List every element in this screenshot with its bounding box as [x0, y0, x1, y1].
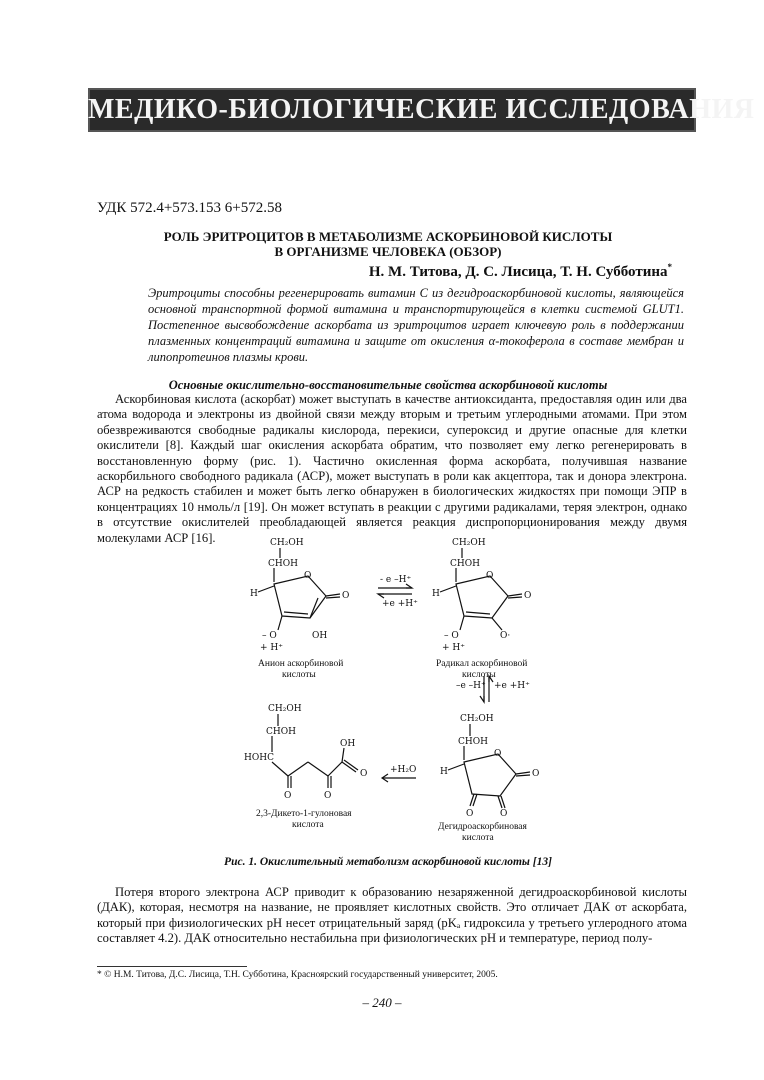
ch2oh-label: CH₂OH [270, 538, 304, 548]
ring-oxygen-label: O [304, 571, 312, 581]
figure-caption: Рис. 1. Окислительный метаболизм аскорбиновой кислоты [13] [224, 856, 552, 868]
section-heading: Основные окислительно-восстановительные свойства аскорбиновой кислоты [168, 378, 608, 392]
carbonyl-bond [516, 775, 530, 776]
carbonyl-bond [508, 594, 522, 596]
bond [272, 762, 288, 776]
bond-h [448, 764, 464, 770]
arrowhead [378, 594, 384, 598]
paragraph-2: Потеря второго электрона АСР приводит к образованию незаряженной дегидроаскорбиновой кислоты (ДАК), которая, несмотря на название, не проявляет кислотных свойств. Это отличает ДАК от аскорбата, который при физиологических рН несет отрицательный заряд (pKₐ гидроксила у третьего углеродного атома составляет 4.2). ДАК относительно нестабильна при физиологических рН и температуре, период полу- [97, 885, 687, 946]
arrow2-right-label: +e +H⁺ [494, 681, 530, 691]
double-bond [466, 612, 490, 614]
paragraph-1: Аскорбиновая кислота (аскорбат) может выступать в качестве антиоксиданта, предоставляя один или два атома водорода и электроны из двойной связи между вторым и третьим углеродными атомами. При этом обезвреживаются свободные радикалы кислорода, перекиси, супероксид и другие опасные для клетки окислители [8]. Каждый шаг окисления аскорбата обратим, что позволяет ему легко регенерировать в восстановленную форму (рис. 1). Частично окисленная форма аскорбата, получившая название аскорбильного свободного радикала (АСР), может выступать в роли как акцептора, так и донора электрона. АСР на редкость стабилен и может быть легко обнаружен в биологических жидкостях при помощи ЭПР в концентрациях 10 нмоль/л [19]. Он может вступать в реакции с другими радикалами, теряя электрон, однако в отсутствие окислителей преобладающей является реакция диспропорционирования между двумя молекулами АСР [16]. [97, 392, 687, 545]
h-plus-label: + H⁺ [442, 643, 466, 653]
carbonyl-o-label: O [532, 769, 540, 779]
keto-o-label: O [324, 791, 332, 801]
arrowhead [480, 696, 484, 702]
carbonyl-o-label: O [342, 591, 350, 601]
h-label: H [432, 589, 440, 599]
authors [369, 262, 672, 281]
choh-label: CHOH [450, 559, 480, 569]
o-minus-label: – O [262, 631, 277, 641]
title-line-2: В ОРГАНИЗМЕ ЧЕЛОВЕКА (ОБЗОР) [274, 244, 502, 259]
ring-oxygen-label: O [494, 749, 502, 759]
carbonyl-bond [508, 597, 522, 598]
ch2oh-label: CH₂OH [460, 714, 494, 724]
oh-label: OH [340, 739, 356, 749]
h-label: H [440, 767, 448, 777]
bond [308, 762, 328, 776]
hohc-label: HOHC [244, 753, 274, 763]
radical-label-line-1: Радикал аскорбиновой [436, 659, 528, 669]
bond [342, 748, 344, 762]
ring-d [464, 754, 516, 796]
choh-label: CHOH [268, 559, 298, 569]
ring-a [274, 576, 326, 618]
diketo-label-line-2: кислота [292, 820, 324, 830]
o-minus-label: – O [444, 631, 459, 641]
carbonyl-o-label: O [360, 769, 368, 779]
radical-label-line-2: кислоты [462, 670, 496, 680]
footnote-divider [97, 966, 247, 967]
carbonyl-bond [326, 597, 340, 598]
dha-label-line-1: Дегидроаскорбиновая [438, 822, 527, 832]
footnote: * © Н.М. Титова, Д.С. Лисица, Т.Н. Субботина, Красноярский государственный университет, 2005. [97, 970, 498, 980]
ch2oh-label: CH₂OH [268, 704, 302, 714]
title-line-1: РОЛЬ ЭРИТРОЦИТОВ В МЕТАБОЛИЗМЕ АСКОРБИНОВОЙ КИСЛОТЫ [163, 229, 613, 244]
carbonyl-o-label: O [524, 591, 532, 601]
abstract: Эритроциты способны регенерировать витамин С из дегидроаскорбиновой кислоты, являющейся основной транспортной формой витамина и транспортирующейся в клетки системой GLUT1. Постепенное высвобождение аскорбата из эритроцитов играет ключевую роль в поддержании плазменных концентраций витамина и защите от окисления α-токоферола в составе мембран и липопротеинов плазмы крови. [148, 286, 684, 364]
udc-code: УДК 572.4+573.153 6+572.58 [97, 200, 283, 216]
h-label: H [250, 589, 258, 599]
article-title [97, 229, 679, 259]
authors-names: Н. М. Титова, Д. С. Лисица, Т. Н. Субботина [368, 264, 668, 280]
o-radical-label: O· [500, 631, 511, 641]
bond-h [440, 586, 456, 592]
arrow2-left-label: –e –H⁺ [456, 681, 486, 691]
bond-o [492, 618, 502, 630]
dha-label-line-2: кислота [462, 833, 494, 843]
arrow1-bottom-label: +e +H⁺ [382, 599, 418, 609]
authors-footnote-mark: * [667, 262, 672, 272]
arrow1-top-label: - e –H⁺ [380, 575, 412, 585]
figure-1 [200, 526, 600, 846]
bond-o [278, 616, 282, 630]
keto-o-label: O [500, 809, 508, 819]
choh-label: CHOH [458, 737, 488, 747]
ring-b [456, 576, 508, 618]
keto-o-label: O [466, 809, 474, 819]
oh-label: OH [312, 631, 328, 641]
keto-o-label: O [284, 791, 292, 801]
carbonyl-bond [326, 594, 340, 596]
journal-section-banner: МЕДИКО-БИОЛОГИЧЕСКИЕ ИССЛЕДОВАНИЯ [88, 88, 696, 132]
bond [288, 762, 308, 776]
arrow3-label: +H₂O [390, 765, 417, 775]
h-plus-label: + H⁺ [260, 643, 284, 653]
ring-oxygen-label: O [486, 571, 494, 581]
bond [328, 762, 342, 776]
anion-label-line-2: кислоты [282, 670, 316, 680]
diketo-label-line-1: 2,3-Дикето-1-гулоновая [256, 809, 352, 819]
bond-h [258, 586, 274, 592]
carbonyl-bond [516, 772, 530, 774]
bond-o [460, 616, 464, 630]
anion-label-line-1: Анион аскорбиновой [258, 659, 344, 669]
reaction-scheme [200, 526, 600, 846]
double-bond [284, 612, 308, 614]
choh-label: CHOH [266, 727, 296, 737]
ch2oh-label: CH₂OH [452, 538, 486, 548]
page-number: – 240 – [362, 995, 402, 1010]
